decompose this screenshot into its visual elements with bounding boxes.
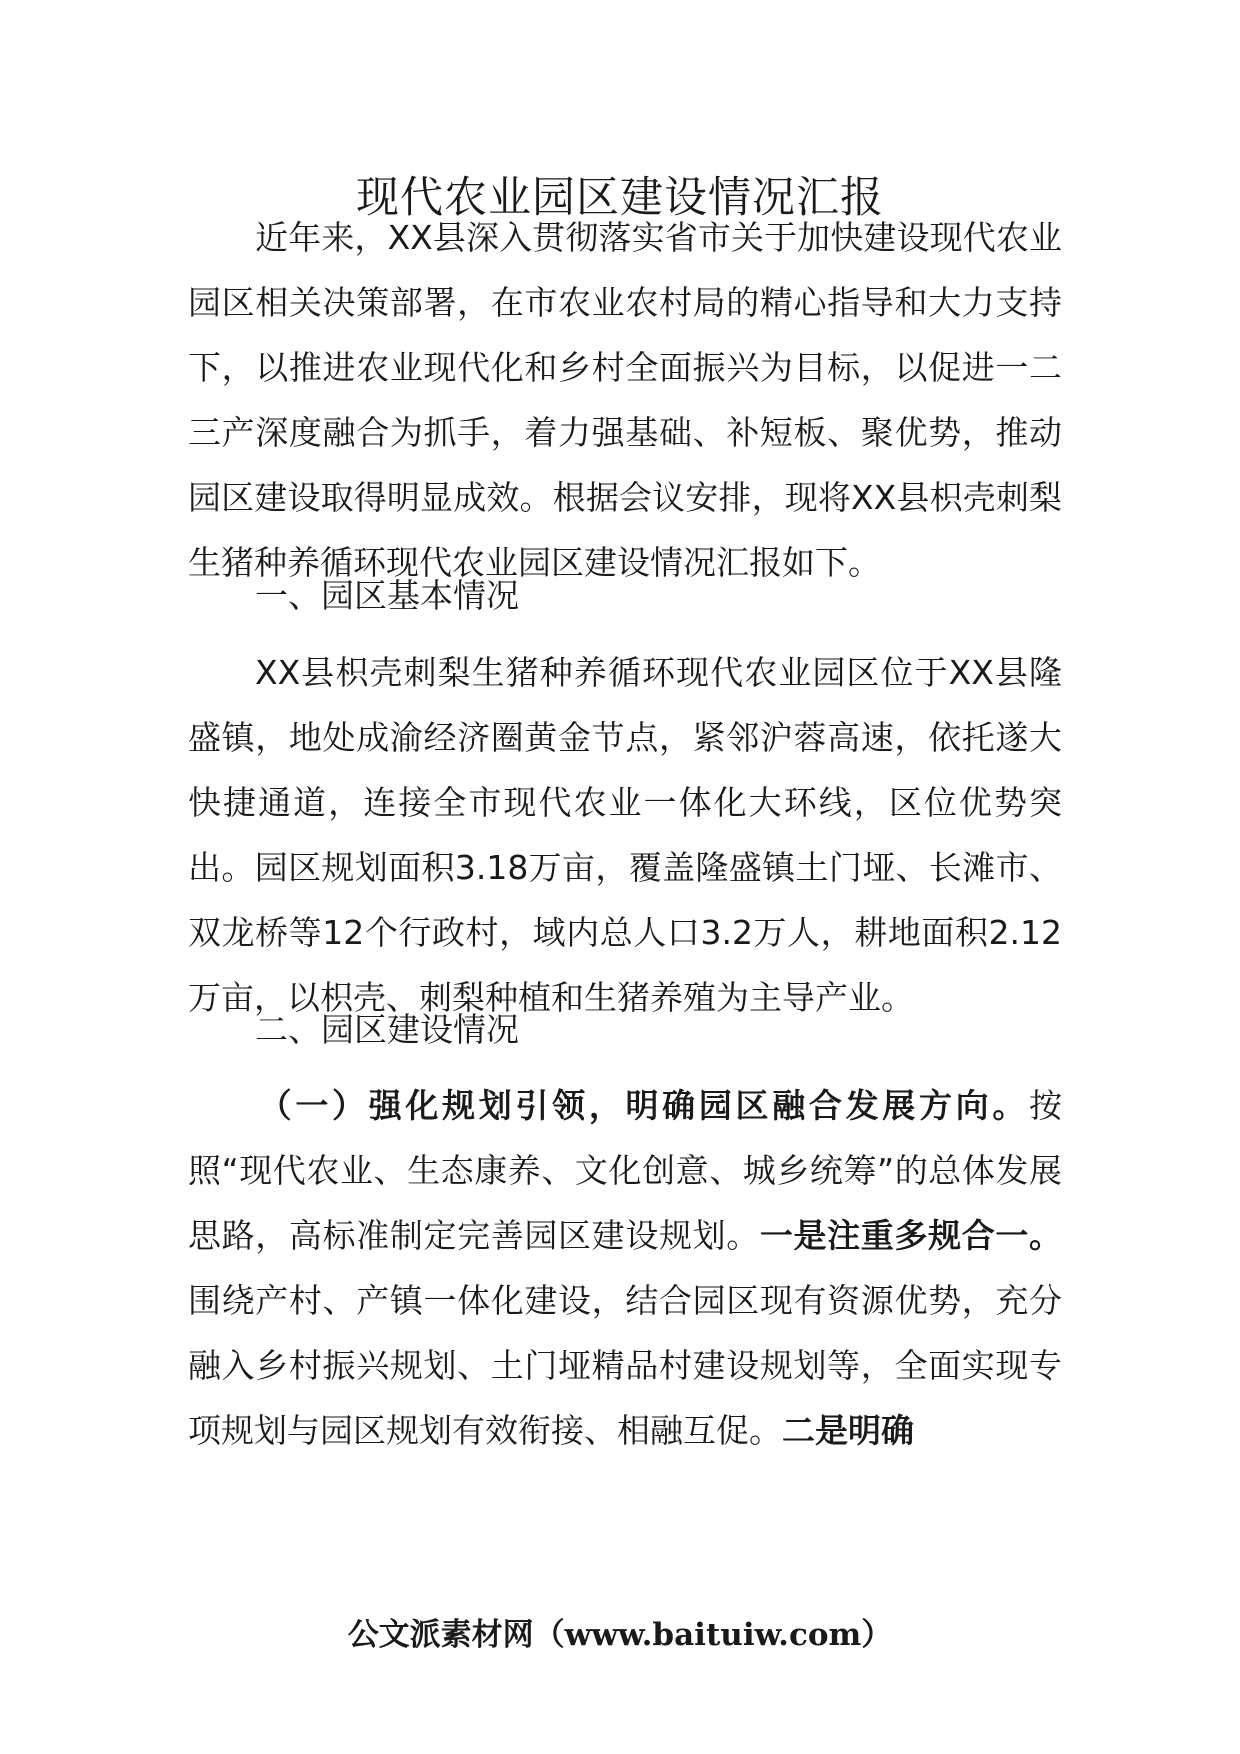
subsection1-heading: （一）强化规划引领，明确园区融合发展方向。 <box>255 1086 1029 1125</box>
section-heading-1: 一、园区基本情况 <box>255 576 519 615</box>
subsection1-text-a: 按照“现代农业、生态康养、文化创意、城乡统筹”的总体发展思路，高标准制定完善园区建设规划。 <box>188 1086 1062 1255</box>
point1-label: 一是注重多规合一。 <box>759 1216 1063 1255</box>
section-heading-2: 二、园区建设情况 <box>255 1010 519 1049</box>
section1-text: XX县枳壳刺梨生猪种养循环现代农业园区位于XX县隆盛镇，地处成渝经济圈黄金节点，紧邻沪蓉高速，依托遂大快捷通道，连接全市现代农业一体化大环线，区位优势突出。园区规划面积3.18万亩，覆盖隆盛镇土门垭、长滩市、双龙桥等12个行政村，域内总人口3.2万人，耕地面积2.12万亩，以枳壳、刺梨种植和生猪养殖为主导产业。 <box>188 653 1062 1017</box>
footer-watermark: 公文派素材网（www.baituiw.com） <box>347 1617 893 1653</box>
section1-paragraph <box>188 640 1062 1030</box>
subsection1-text-b: 围绕产村、产镇一体化建设，结合园区现有资源优势，充分融入乡村振兴规划、土门垭精品村建设规划等，全面实现专项规划与园区规划有效衔接、相融互促。 <box>188 1281 1062 1450</box>
intro-text: 近年来，XX县深入贯彻落实省市关于加快建设现代农业园区相关决策部署，在市农业农村局的精心指导和大力支持下，以推进农业现代化和乡村全面振兴为目标，以促进一二三产深度融合为抓手，着力强基础、补短板、聚优势，推动园区建设取得明显成效。根据会议安排，现将XX县枳壳刺梨生猪种养循环现代农业园区建设情况汇报如下。 <box>188 218 1062 582</box>
intro-paragraph <box>188 205 1062 595</box>
point2-label: 二是明确 <box>782 1411 914 1450</box>
subsection1-paragraph <box>188 1073 1062 1463</box>
document-title: 现代农业园区建设情况汇报 <box>356 173 884 223</box>
